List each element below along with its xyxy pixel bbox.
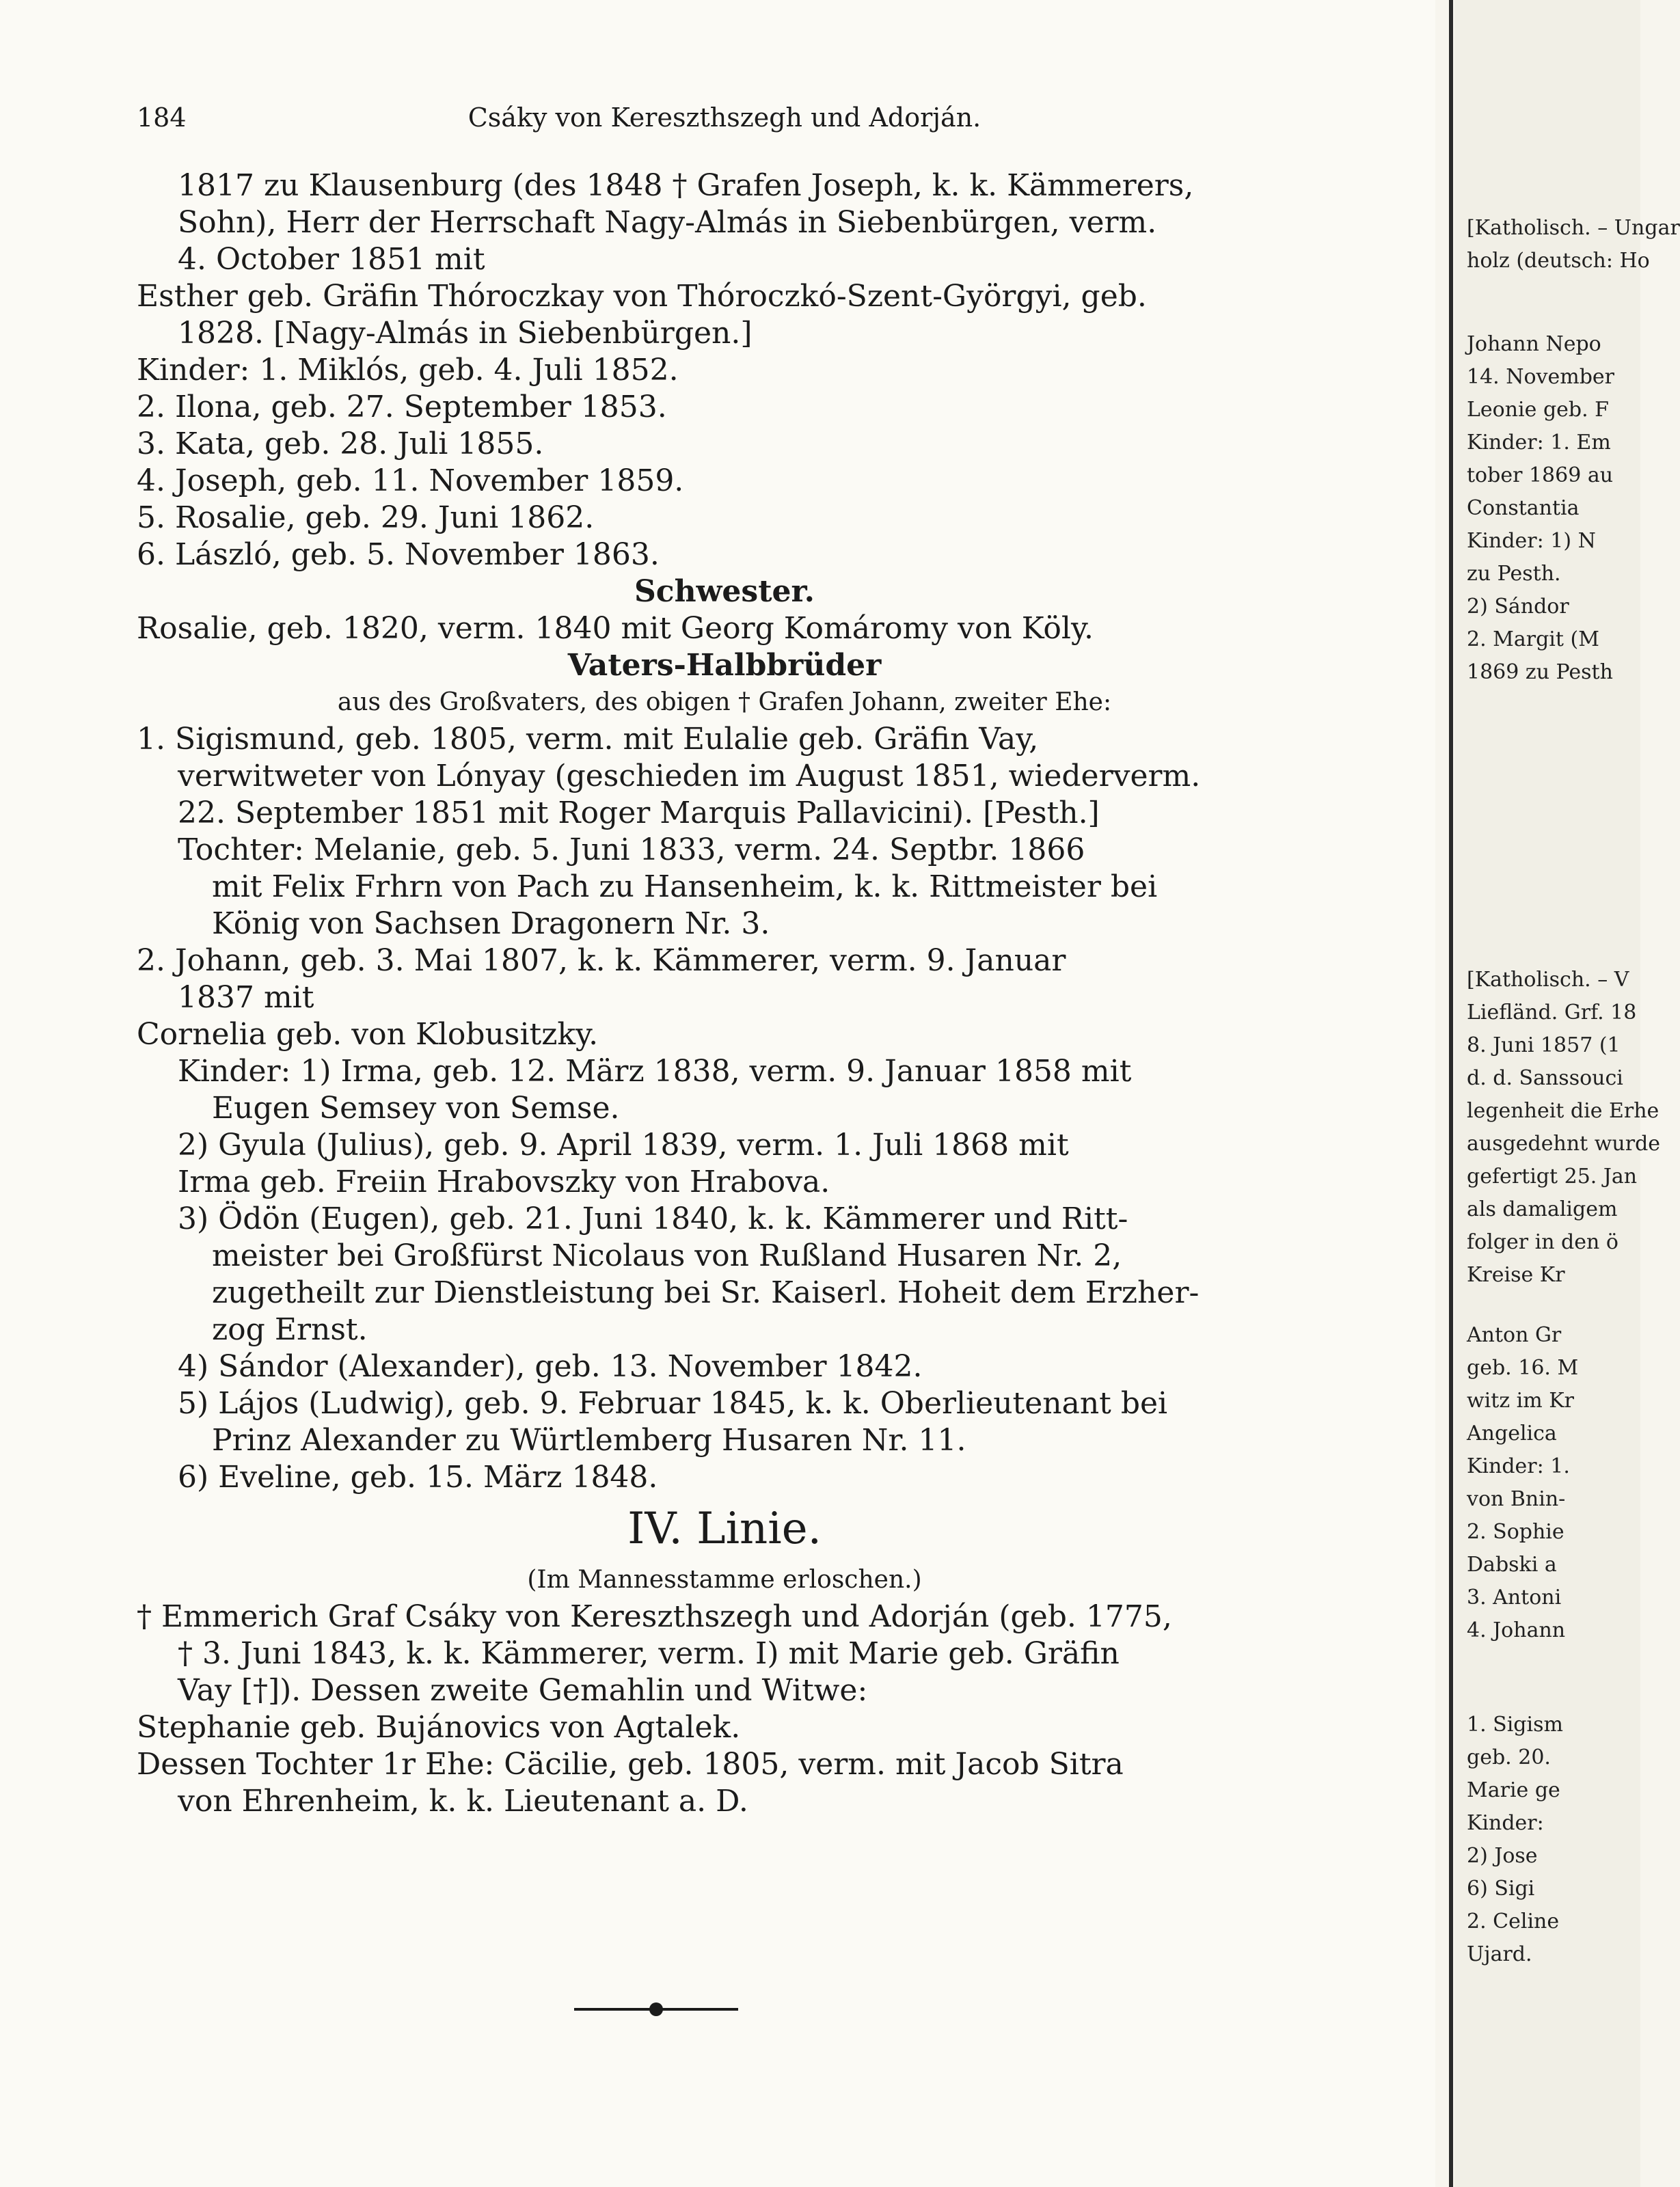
fragment-line: 4. Johann	[1467, 1618, 1566, 1642]
page-number: 184	[137, 103, 187, 133]
fragment-line: ausgedehnt wurde	[1467, 1132, 1661, 1156]
page-header	[137, 103, 1312, 144]
text-line: Dessen Tochter 1r Ehe: Cäcilie, geb. 1805, verm. mit Jacob Sitra	[137, 1747, 1124, 1782]
fragment-line: von Bnin-	[1467, 1487, 1566, 1511]
fragment-line: Kinder:	[1467, 1811, 1544, 1835]
fragment-line: als damaligem	[1467, 1197, 1618, 1221]
fragment-line: 8. Juni 1857 (1	[1467, 1033, 1621, 1057]
text-line: 1837 mit	[178, 980, 314, 1015]
fragment-line: Ujard.	[1467, 1942, 1532, 1966]
text-line: Esther geb. Gräfin Thóroczkay von Thóroczkó-Szent-Györgyi, geb.	[137, 279, 1147, 314]
fragment-line: Johann Nepo	[1467, 332, 1601, 356]
fragment-line: Anton Gr	[1467, 1323, 1562, 1347]
fragment-line: 2. Celine	[1467, 1910, 1560, 1933]
fragment-line: Kinder: 1) N	[1467, 529, 1596, 553]
fragment-line: geb. 16. M	[1467, 1356, 1579, 1380]
text-line: Eugen Semsey von Semse.	[212, 1091, 620, 1126]
fragment-line: 1869 zu Pesth	[1467, 660, 1613, 684]
text-line: 5. Rosalie, geb. 29. Juni 1862.	[137, 500, 595, 535]
fragment-line: 14. November	[1467, 365, 1615, 389]
text-line: 4. October 1851 mit	[178, 242, 485, 277]
fragment-line: gefertigt 25. Jan	[1467, 1165, 1638, 1188]
section-heading: Vaters-Halbbrüder	[567, 648, 882, 683]
text-line: von Ehrenheim, k. k. Lieutenant a. D.	[178, 1784, 748, 1819]
fragment-line: Dabski a	[1467, 1553, 1557, 1577]
fragment-line: [Katholisch. – Ungar	[1467, 216, 1680, 240]
text-line: 5) Lájos (Ludwig), geb. 9. Februar 1845, k. k. Oberlieutenant bei	[178, 1386, 1168, 1421]
fragment-line: folger in den ö	[1467, 1230, 1618, 1254]
text-line: 4. Joseph, geb. 11. November 1859.	[137, 463, 684, 498]
fragment-line: zu Pesth.	[1467, 562, 1561, 586]
fragment-line: 3. Antoni	[1467, 1586, 1562, 1609]
text-line: 1817 zu Klausenburg (des 1848 † Grafen Joseph, k. k. Kämmerers,	[178, 168, 1194, 203]
text-line: mit Felix Frhrn von Pach zu Hansenheim, k. k. Rittmeister bei	[212, 869, 1158, 904]
text-line: 2) Gyula (Julius), geb. 9. April 1839, verm. 1. Juli 1868 mit	[178, 1128, 1069, 1163]
chapter-heading: IV. Linie.	[627, 1504, 822, 1554]
ornament-rule	[574, 2001, 738, 2018]
text-line: 4) Sándor (Alexander), geb. 13. November 1842.	[178, 1349, 923, 1384]
fragment-line: 2. Margit (M	[1467, 627, 1599, 651]
fragment-line: holz (deutsch: Ho	[1467, 249, 1650, 273]
chapter-subheading: (Im Mannesstamme erloschen.)	[527, 1566, 922, 1594]
text-line: 3) Ödön (Eugen), geb. 21. Juni 1840, k. k. Kämmerer und Ritt-	[178, 1201, 1128, 1236]
text-line: Tochter: Melanie, geb. 5. Juni 1833, verm. 24. Septbr. 1866	[178, 832, 1085, 867]
text-line: Kinder: 1) Irma, geb. 12. März 1838, verm. 9. Januar 1858 mit	[178, 1054, 1132, 1089]
fragment-line: Kinder: 1.	[1467, 1454, 1570, 1478]
text-line: meister bei Großfürst Nicolaus von Rußland Husaren Nr. 2,	[212, 1238, 1122, 1273]
page-gutter	[1449, 0, 1453, 2187]
text-line: Rosalie, geb. 1820, verm. 1840 mit Georg Komáromy von Köly.	[137, 611, 1094, 646]
fragment-line: Angelica	[1467, 1422, 1557, 1445]
fragment-line: tober 1869 au	[1467, 463, 1614, 487]
text-line: 1. Sigismund, geb. 1805, verm. mit Eulalie geb. Gräfin Vay,	[137, 722, 1039, 757]
text-line: Irma geb. Freiin Hrabovszky von Hrabova.	[178, 1165, 830, 1199]
text-line: Prinz Alexander zu Würtlemberg Husaren Nr. 11.	[212, 1423, 966, 1458]
section-heading: Schwester.	[634, 574, 815, 609]
page-body	[137, 167, 1312, 1820]
text-line: 22. September 1851 mit Roger Marquis Pallavicini). [Pesth.]	[178, 796, 1100, 830]
text-line: König von Sachsen Dragonern Nr. 3.	[212, 906, 770, 941]
fragment-line: 2. Sophie	[1467, 1520, 1564, 1544]
fragment-line: Marie ge	[1467, 1778, 1560, 1802]
text-line: 1828. [Nagy-Almás in Siebenbürgen.]	[178, 316, 753, 351]
text-line: 6. László, geb. 5. November 1863.	[137, 537, 660, 572]
fragment-line: Constantia	[1467, 496, 1580, 520]
fragment-line: 6) Sigi	[1467, 1877, 1535, 1901]
fragment-line: geb. 20.	[1467, 1745, 1551, 1769]
fragment-line: d. d. Sanssouci	[1467, 1066, 1623, 1090]
text-line: 6) Eveline, geb. 15. März 1848.	[178, 1460, 658, 1495]
fragment-line: legenheit die Erhe	[1467, 1099, 1659, 1123]
text-line: 2. Johann, geb. 3. Mai 1807, k. k. Kämmerer, verm. 9. Januar	[137, 943, 1066, 978]
fragment-line: witz im Kr	[1467, 1389, 1575, 1413]
text-line: † 3. Juni 1843, k. k. Kämmerer, verm. I) mit Marie geb. Gräfin	[178, 1636, 1120, 1671]
fragment-line: [Katholisch. – V	[1467, 968, 1629, 992]
ornament-dot	[649, 2002, 663, 2016]
text-line: † Emmerich Graf Csáky von Kereszthszegh und Adorján (geb. 1775,	[137, 1599, 1172, 1634]
text-line: zugetheilt zur Dienstleistung bei Sr. Kaiserl. Hoheit dem Erzher-	[212, 1275, 1200, 1310]
fragment-line: 1. Sigism	[1467, 1713, 1563, 1737]
text-line: Cornelia geb. von Klobusitzky.	[137, 1017, 599, 1052]
fragment-line: Leonie geb. F	[1467, 398, 1609, 422]
text-line: verwitweter von Lónyay (geschieden im August 1851, wiederverm.	[178, 759, 1201, 793]
right-page-fragment	[1454, 0, 1680, 2187]
fragment-line: 2) Jose	[1467, 1844, 1538, 1868]
fragment-line: Kinder: 1. Em	[1467, 431, 1611, 454]
text-line: Kinder: 1. Miklós, geb. 4. Juli 1852.	[137, 353, 679, 388]
section-subheading: aus des Großvaters, des obigen † Grafen Johann, zweiter Ehe:	[337, 688, 1112, 716]
text-line: Vay [†]). Dessen zweite Gemahlin und Witwe:	[178, 1673, 868, 1708]
fragment-line: Kreise Kr	[1467, 1263, 1565, 1287]
fragment-line: 2) Sándor	[1467, 595, 1569, 619]
fragment-line: Liefländ. Grf. 18	[1467, 1001, 1637, 1024]
text-line: 2. Ilona, geb. 27. September 1853.	[137, 390, 667, 424]
text-line: Sohn), Herr der Herrschaft Nagy-Almás in Siebenbürgen, verm.	[178, 205, 1157, 240]
running-head: Csáky von Kereszthszegh und Adorján.	[468, 103, 981, 133]
text-line: 3. Kata, geb. 28. Juli 1855.	[137, 426, 544, 461]
text-line: zog Ernst.	[212, 1312, 368, 1347]
text-line: Stephanie geb. Bujánovics von Agtalek.	[137, 1710, 741, 1745]
